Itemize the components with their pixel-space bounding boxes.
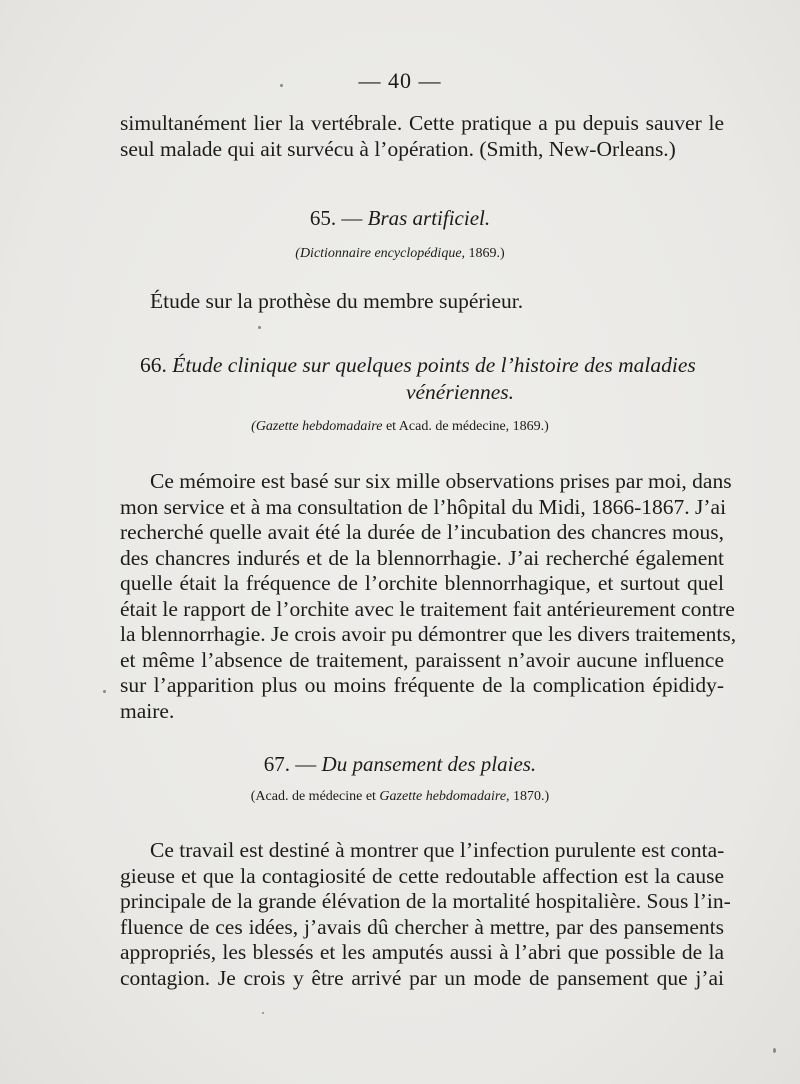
entry-66-number: 66. bbox=[140, 353, 167, 377]
entry-67-ref-source: Gazette hebdomadaire, bbox=[379, 789, 510, 804]
entry-65-text: Étude sur la prothèse du membre supérieur. bbox=[150, 289, 524, 313]
entry-66-line-6: était le rapport de l’orchite avec le traitement fait antérieurement contre bbox=[120, 596, 735, 621]
entry-65-number: 65. — bbox=[309, 206, 363, 230]
entry-66-line-1: Ce mémoire est basé sur six mille observations prises par moi, dans bbox=[150, 469, 732, 493]
scan-speck bbox=[280, 84, 283, 87]
scan-speck bbox=[773, 1048, 776, 1053]
entry-66-line-3: recherché quelle avait été la durée de l’incubation des chancres mous, bbox=[120, 520, 724, 544]
entry-67-line-1: Ce travail est destiné à montrer que l’infection purulente est conta- bbox=[150, 838, 725, 862]
entry-66-reference bbox=[0, 419, 800, 435]
entry-66-title-line-1: Étude clinique sur quelques points de l’histoire des maladies bbox=[172, 353, 696, 377]
intro-line-2: seul malade qui ait survécu à l’opération. (Smith, New-Orleans.) bbox=[120, 136, 676, 161]
entry-66-heading bbox=[140, 352, 720, 406]
entry-66-line-7: la blennorrhagie. Je crois avoir pu démontrer que les divers traitements, bbox=[120, 622, 737, 646]
entry-66-line-5: quelle était la fréquence de l’orchite blennorrhagique, et surtout quel bbox=[120, 571, 724, 595]
entry-65-reference bbox=[0, 246, 800, 262]
entry-65-heading bbox=[0, 206, 800, 231]
entry-66-line-2: mon service et à ma consultation de l’hôpital du Midi, 1866-1867. J’ai bbox=[120, 494, 727, 519]
entry-67-reference bbox=[0, 789, 800, 805]
entry-65-ref-source: (Dictionnaire encyclopédique, bbox=[295, 246, 466, 261]
entry-67-line-3: principale de la grande élévation de la mortalité hospitalière. Sous l’in- bbox=[120, 889, 731, 913]
entry-66-line-10: maire. bbox=[120, 698, 175, 723]
scan-speck bbox=[258, 326, 261, 329]
entry-67-title: Du pansement des plaies. bbox=[321, 752, 537, 776]
entry-65-ref-year: 1869.) bbox=[468, 246, 505, 261]
entry-67-number: 67. — bbox=[263, 752, 317, 776]
entry-66-line-9: sur l’apparition plus ou moins fréquente de la complication épididy- bbox=[120, 673, 724, 697]
intro-line-1: simultanément lier la vertébrale. Cette pratique a pu depuis sauver le bbox=[120, 111, 724, 135]
scan-speck bbox=[262, 1012, 264, 1014]
intro-paragraph bbox=[120, 111, 724, 162]
entry-67-line-4: fluence de ces idées, j’avais dû chercher à mettre, par des pansements bbox=[120, 914, 724, 939]
entry-67-ref-year: 1870.) bbox=[513, 789, 550, 804]
entry-67-line-6: contagion. Je crois y être arrivé par un mode de pansement que j’ai bbox=[120, 965, 724, 990]
entry-67-heading bbox=[0, 752, 800, 777]
entry-65-title: Bras artificiel. bbox=[367, 206, 491, 230]
scan-speck bbox=[103, 690, 106, 693]
entry-66-ref-rest: et Acad. de médecine, 1869.) bbox=[385, 419, 549, 434]
entry-67-line-2: gieuse et que la contagiosité de cette redoutable affection est la cause bbox=[120, 863, 724, 888]
entry-67-body bbox=[120, 838, 731, 991]
page-number: — 40 — bbox=[358, 68, 442, 93]
entry-67-line-5: appropriés, les blessés et les amputés aussi à l’abri que possible de la bbox=[120, 940, 724, 964]
entry-67-ref-start: (Acad. de médecine et bbox=[250, 789, 376, 804]
entry-65-body bbox=[120, 289, 724, 315]
entry-66-title-line-2: vénériennes. bbox=[405, 380, 515, 404]
entry-66-line-8: et même l’absence de traitement, paraissent n’avoir aucune influence bbox=[120, 647, 724, 672]
entry-66-line-4: des chancres indurés et de la blennorrhagie. J’ai recherché également bbox=[120, 545, 724, 570]
entry-66-body bbox=[120, 469, 737, 724]
entry-66-ref-source: (Gazette hebdomadaire bbox=[251, 419, 383, 434]
